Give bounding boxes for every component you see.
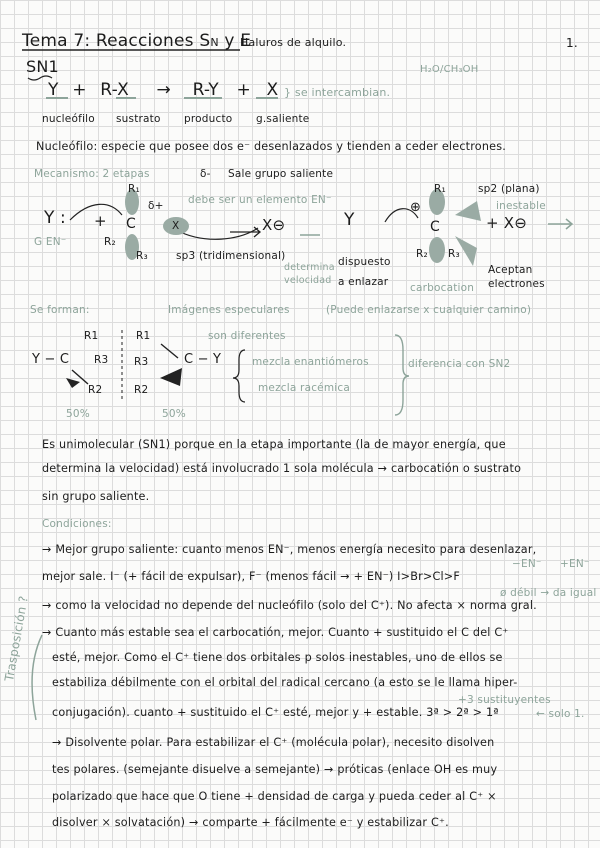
uni-line-2: determina la velocidad) está involucrado 1 sola molécula → carbocatión o sustrato [42, 462, 522, 475]
equation-row [48, 80, 278, 100]
dispuesto: dispuesto [338, 256, 391, 268]
r2-right: R₂ [416, 248, 428, 260]
imagenes-especulares: Imágenes especulares [168, 304, 290, 316]
a-enlazar: a enlazar [338, 276, 389, 288]
r2-left: R₂ [104, 236, 116, 248]
condiciones-title: Condiciones: [42, 518, 112, 530]
son-diferentes: son diferentes [208, 330, 286, 342]
eq-leaving: X [266, 80, 279, 100]
eq-substrate: R-X [100, 80, 129, 100]
eq-plus2: + [236, 80, 251, 100]
cond2-note: ø débil → da igual [500, 587, 597, 599]
page-number: 1. [566, 36, 578, 50]
leaving-group-note: Sale grupo saliente [228, 168, 334, 180]
left-pct: 50% [66, 408, 90, 420]
determina: determina [284, 262, 335, 273]
cond4-line-4: disolver × solvatación) → comparte + fácilmente e⁻ y estabilizar C⁺. [52, 816, 449, 829]
cond4-line-1: → Disolvente polar. Para estabilizar el C⁺ (molécula polar), necesito disolven [52, 736, 495, 749]
left-r3: R3 [94, 354, 109, 366]
plus-circle: ⊕ [410, 200, 422, 215]
cond3-line-4: conjugación). cuanto + sustituido el C⁺ esté, mejor y + estable. 3ª > 2ª > 1ª [52, 706, 499, 719]
mech-colon: : [60, 208, 66, 228]
right-r3: R3 [134, 356, 149, 368]
nucleophile-definition: Nucleófilo: especie que posee dos e⁻ desenlazados y tienden a ceder electrones. [36, 140, 507, 153]
cond3-note-2: ← solo 1. [536, 708, 585, 720]
mech-nucleophile: Y [44, 208, 55, 228]
left-r1: R1 [84, 330, 99, 342]
r3-right: R₃ [448, 248, 460, 260]
right-r1: R1 [136, 330, 151, 342]
carbocation-label: carbocation [410, 282, 475, 294]
sn1-label: SN1 [26, 57, 59, 76]
cond3-note-1: +3 sustituyentes [458, 694, 551, 706]
mech-y-right: Y [344, 210, 355, 230]
subtitle: Haluros de alquilo. [240, 36, 347, 49]
mechanism-title: Mecanismo: 2 etapas [34, 168, 150, 180]
se-forman: Se forman: [30, 304, 90, 316]
transposicion-note: Trasposición ? [2, 594, 31, 683]
cond1-note-en: −EN⁻ [512, 558, 542, 570]
r3-left: R₃ [136, 250, 148, 262]
right-cy: C − Y [184, 352, 222, 367]
eq-plus1: + [72, 80, 87, 100]
cond4-line-2: tes polares. (semejante disuelve a semejante) → próticas (enlace OH es muy [52, 763, 498, 776]
carbocation-c: C [430, 219, 440, 235]
eq-label-product: producto [184, 113, 233, 125]
title-text: Tema 7: Reacciones S [22, 31, 211, 51]
eq-nucleophile: Y [48, 80, 59, 100]
inestable: inestable [496, 200, 546, 212]
sp2-label: sp2 (plana) [478, 183, 540, 195]
eq-note: } se intercambian. [284, 86, 391, 99]
r1-right: R₁ [434, 183, 446, 195]
right-r2: R2 [134, 384, 149, 396]
cond4-line-3: polarizado que hace que O tiene + densidad de carga y pueda ceder al C⁺ × [52, 790, 497, 803]
cond1-line-2: mejor sale. I⁻ (+ fácil de expulsar), F⁻ (menos fácil → + EN⁻) I>Br>Cl>F [42, 570, 461, 583]
uni-line-3: sin grupo saliente. [42, 490, 150, 503]
title-subscript: N [210, 36, 219, 49]
diferencia-sn2: diferencia con SN2 [408, 358, 511, 370]
mech-carbon: C [126, 216, 136, 232]
cond3-line-3: estabiliza débilmente con el orbital del radical cercano (a esto se le llama hiper- [52, 676, 518, 689]
eq-product: R-Y [192, 80, 219, 100]
electrones: electrones [488, 278, 545, 290]
cond2-line: → como la velocidad no depende del nucleófilo (solo del C⁺). No afecta × norma gral. [42, 599, 537, 612]
right-pct: 50% [162, 408, 186, 420]
mech-x-minus: X⊖ [262, 216, 286, 234]
aceptan: Aceptan [488, 264, 533, 276]
mezcla-enantiomeros: mezcla enantiómeros [252, 356, 369, 368]
left-r2: R2 [88, 384, 103, 396]
puede-enlazarse: (Puede enlazarse x cualquier camino) [326, 304, 532, 316]
title-rest: y E [218, 31, 252, 51]
mech-x-minus-right: + X⊖ [486, 214, 527, 232]
cond3-line-1: → Cuanto más estable sea el carbocatión, mejor. Cuanto + sustituido el C del C⁺ [42, 626, 509, 639]
mech-x: X [172, 220, 180, 232]
cond1-note-en2: +EN⁻ [560, 558, 590, 570]
r1-left: R₁ [128, 183, 140, 195]
gen-label: G EN⁻ [34, 236, 67, 248]
eq-arrow: → [156, 80, 171, 100]
eq-label-leaving: g.saliente [256, 113, 310, 125]
mezcla-racemica: mezcla racémica [258, 382, 350, 394]
eq-label-substrate: sustrato [116, 113, 161, 125]
left-yc: Y − C [32, 352, 70, 367]
velocidad: velocidad [284, 275, 332, 286]
delta-plus: δ+ [148, 200, 164, 212]
delta-minus: δ- [200, 168, 211, 180]
en-requirement: debe ser un elemento EN⁻ [188, 194, 332, 206]
cond1-line-1: → Mejor grupo saliente: cuanto menos EN⁻, menos energía necesito para desenlazar, [42, 543, 537, 556]
solvent-formula: H₂O/CH₃OH [420, 64, 479, 75]
uni-line-1: Es unimolecular (SN1) porque en la etapa importante (la de mayor energía, que [42, 438, 506, 451]
cond3-line-2: esté, mejor. Como el C⁺ tiene dos orbitales p solos inestables, uno de ellos se [52, 651, 503, 664]
page-title [22, 31, 251, 51]
mech-plus: + [94, 212, 107, 230]
eq-label-nucleophile: nucleófilo [42, 113, 95, 125]
sp3-label: sp3 (tridimensional) [176, 250, 286, 262]
